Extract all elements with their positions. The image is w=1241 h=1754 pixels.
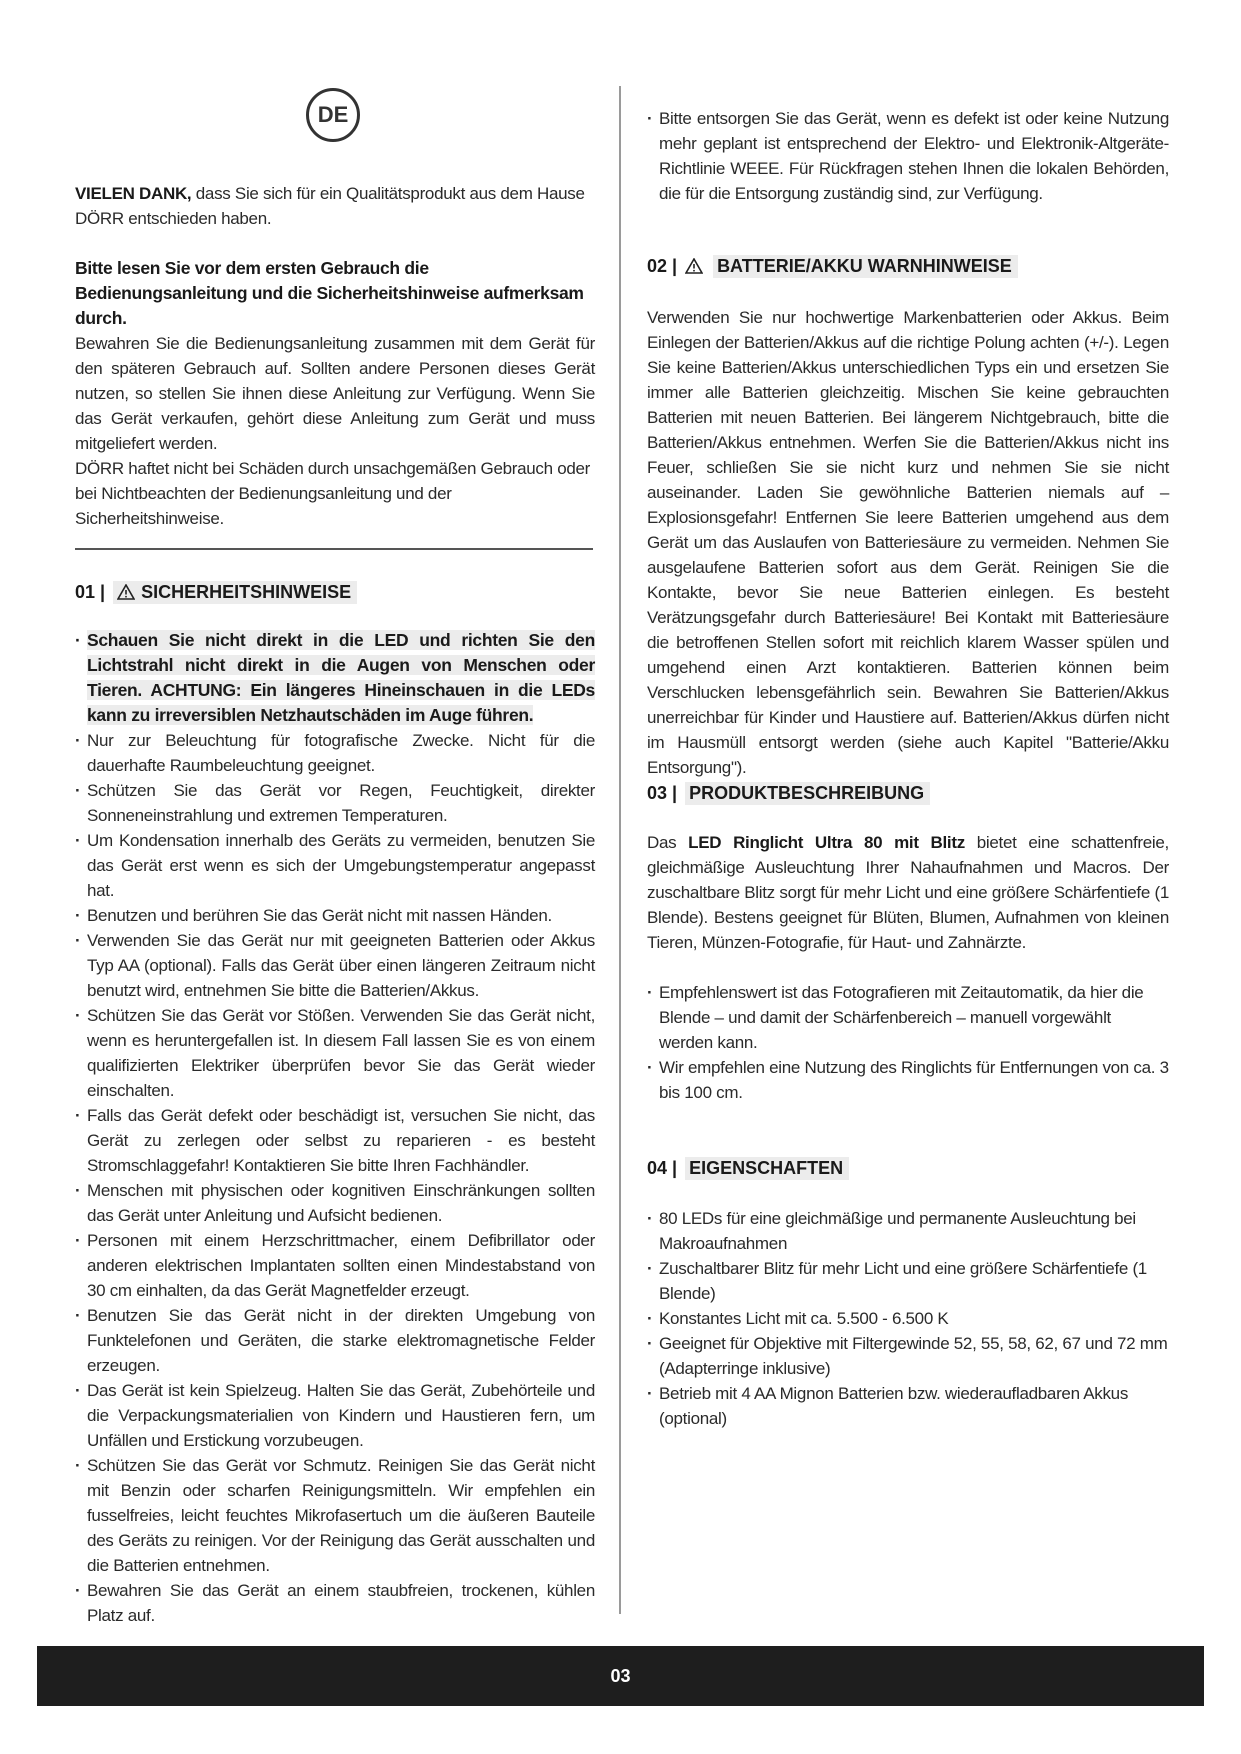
list-item: · Empfehlenswert ist das Fotografieren mit Zeitautomatik, da hier die Blende – und damit der Schärfenbereich – manuell vorgewählt werden kann. [647, 980, 1169, 1055]
section-04-number: 04 | [647, 1158, 678, 1178]
safety-highlight-item [75, 628, 595, 728]
product-name: LED Ringlicht Ultra 80 mit Blitz [688, 833, 965, 852]
keep-manual-paragraph: Bewahren Sie die Bedienungsanleitung zusammen mit dem Gerät für den späteren Gebrauch auf. Sollten andere Personen dieses Gerät nutzen, so stellen Sie ihnen diese Anleitung zur Verfügung. Wenn Sie das Gerät verkaufen, gehört diese Anleitung zum Gerät und muss mitgeliefert werden. [75, 334, 595, 453]
language-badge: DE [306, 88, 360, 142]
warning-icon [685, 258, 703, 274]
list-item: · Wir empfehlen eine Nutzung des Ringlichts für Entfernungen von ca. 3 bis 100 cm. [647, 1055, 1169, 1105]
list-item: · Schützen Sie das Gerät vor Schmutz. Reinigen Sie das Gerät nicht mit Benzin oder scharfen Reinigungsmitteln. Wir empfehlen ein fusselfreies, leicht feuchtes Mikrofasertuch um die äußeren Bauteile des Geräts zu reinigen. Vor der Reinigung das Gerät ausschalten und die Batterien entnehmen. [75, 1453, 595, 1578]
list-item: · Benutzen Sie das Gerät nicht in der direkten Umgebung von Funktelefonen und Geräten, die starke elektromagnetische Felder erzeugen. [75, 1303, 595, 1378]
list-item: · Menschen mit physischen oder kognitiven Einschränkungen sollten das Gerät unter Anleitung und Aufsicht bedienen. [75, 1178, 595, 1228]
list-item: · Zuschaltbarer Blitz für mehr Licht und eine größere Schärfentiefe (1 Blende) [647, 1256, 1169, 1306]
intro-thanks [75, 181, 599, 231]
list-item: · Das Gerät ist kein Spielzeug. Halten Sie das Gerät, Zubehörteile und die Verpackungsmaterialien von Kindern und Haustieren fern, um Unfällen und Erstickung vorzubeugen. [75, 1378, 595, 1453]
liability-paragraph: DÖRR haftet nicht bei Schäden durch unsachgemäßen Gebrauch oder bei Nichtbeachten der Bedienungsanleitung und der Sicherheitshinweise. [75, 459, 591, 528]
section-02-heading [647, 253, 1018, 279]
section-03-number: 03 | [647, 783, 678, 803]
list-item: · Benutzen und berühren Sie das Gerät nicht mit nassen Händen. [75, 903, 595, 928]
column-divider [619, 86, 621, 1614]
safety-highlight-text: Schauen Sie nicht direkt in die LED und richten Sie den Lichtstrahl nicht direkt in die Augen von Menschen oder Tieren. ACHTUNG: Ein längeres Hineinschauen in die LEDs kann zu irreversiblen Netzhautschäden im Auge führen. [87, 630, 595, 725]
section-04-title: EIGENSCHAFTEN [685, 1157, 849, 1180]
list-item: · Bitte entsorgen Sie das Gerät, wenn es defekt ist oder keine Nutzung mehr geplant ist entsprechend der Elektro- und Elektronik-Altgeräte-Richtlinie WEEE. Für Rückfragen stehen Ihnen die lokalen Behörden, die für die Entsorgung zuständig sind, zur Verfügung. [647, 106, 1169, 206]
list-item: · Falls das Gerät defekt oder beschädigt ist, versuchen Sie nicht, das Gerät zu zerlegen oder selbst zu reparieren - es besteht Stromschlaggefahr! Kontaktieren Sie bitte Ihren Fachhändler. [75, 1103, 595, 1178]
list-item: · Bewahren Sie das Gerät an einem staubfreien, trockenen, kühlen Platz auf. [75, 1578, 595, 1628]
list-item: · Betrieb mit 4 AA Mignon Batterien bzw. wiederaufladbaren Akkus (optional) [647, 1381, 1169, 1431]
list-item: · Verwenden Sie das Gerät nur mit geeigneten Batterien oder Akkus Typ AA (optional). Falls das Gerät über einen längeren Zeitraum nicht benutzt wird, entnehmen Sie bitte die Batterien/Akkus. [75, 928, 595, 1003]
section-01-title: SICHERHEITSHINWEISE [141, 582, 352, 602]
battery-warning-paragraph: Verwenden Sie nur hochwertige Markenbatterien oder Akkus. Beim Einlegen der Batterien/Akkus auf die richtige Polung achten (+/-). Legen Sie keine Batterien/Akkus unterschiedlichen Typs ein und ersetzen Sie immer alle Batterien gleichzeitig. Mischen Sie keine gebrauchten Batterien mit neuen Batterien. Bei längerem Nichtgebrauch, bitte die Batterien/Akkus entnehmen. Werfen Sie die Batterien/Akkus nicht ins Feuer, schließen Sie sie nicht kurz und nehmen Sie sie nicht auseinander. Laden Sie gewöhnliche Batterien niemals auf – Explosionsgefahr! Entfernen Sie leere Batterien umgehend aus dem Gerät um das Auslaufen von Batteriesäure zu vermeiden. Nehmen Sie ausgelaufene Batterien sofort aus dem Gerät. Reinigen Sie die Kontakte, bevor Sie neue Batterien einlegen. Es besteht Verätzungsgefahr durch Batteriesäure! Bei Kontakt mit Batteriesäure die betroffenen Stellen sofort mit reichlich klarem Wasser spülen und umgehend einen Arzt kontaktieren. Batterien können beim Verschlucken lebensgefährlich sein. Bewahren Sie Batterien/Akkus unerreichbar für Kinder und Haustiere auf. Batterien/Akkus dürfen nicht im Hausmüll entsorgt werden (siehe auch Kapitel "Batterie/Akku Entsorgung"). [647, 308, 1169, 777]
page-footer [37, 1646, 1204, 1706]
read-notice: Bitte lesen Sie vor dem ersten Gebrauch die Bedienungsanleitung und die Sicherheitshinweise aufmerksam durch. [75, 258, 584, 328]
list-item: · Konstantes Licht mit ca. 5.500 - 6.500 K [647, 1306, 1169, 1331]
warning-icon [117, 584, 135, 600]
page-number: 03 [610, 1665, 631, 1686]
features-list [647, 1206, 1169, 1431]
list-item: · Geeignet für Objektive mit Filtergewinde 52, 55, 58, 62, 67 und 72 mm (Adapterringe inklusive) [647, 1331, 1169, 1381]
intro-thanks-rest: dass Sie sich für ein Qualitätsprodukt aus dem Hause DÖRR entschieden haben. [75, 184, 585, 228]
list-item: · Schützen Sie das Gerät vor Regen, Feuchtigkeit, direkter Sonneneinstrahlung und extremen Temperaturen. [75, 778, 595, 828]
list-item: · Nur zur Beleuchtung für fotografische Zwecke. Nicht für die dauerhafte Raumbeleuchtung geeignet. [75, 728, 595, 778]
section-01-number: 01 | [75, 582, 106, 602]
list-item: · 80 LEDs für eine gleichmäßige und permanente Ausleuchtung bei Makroaufnahmen [647, 1206, 1169, 1256]
product-notes-list [647, 980, 1169, 1105]
list-item: · Um Kondensation innerhalb des Geräts zu vermeiden, benutzen Sie das Gerät erst wenn es sich der Umgebungstemperatur angepasst hat. [75, 828, 595, 903]
product-description [647, 830, 1169, 955]
section-04-heading [647, 1155, 849, 1181]
section-02-title: BATTERIE/AKKU WARNHINWEISE [713, 255, 1018, 278]
list-item: · Schützen Sie das Gerät vor Stößen. Verwenden Sie das Gerät nicht, wenn es heruntergefallen ist. In diesem Fall lassen Sie es von einem qualifizierten Elektriker überprüfen bevor Sie das Gerät wieder einschalten. [75, 1003, 595, 1103]
section-01-heading [75, 579, 357, 605]
product-text-after: bietet eine schattenfreie, gleichmäßige Ausleuchtung Ihrer Nahaufnahmen und Macros. Der zuschaltbare Blitz sorgt für mehr Licht und eine größere Schärfentiefe (1 Blende). Bestens geeignet für Blüten, Blumen, Aufnahmen von kleinen Tieren, Münzen-Fotografie, für Haut- und Zahnärzte. [647, 833, 1169, 952]
product-text-before: Das [647, 833, 689, 852]
disposal-list [647, 106, 1169, 206]
intro-thanks-bold: VIELEN DANK, [75, 184, 192, 203]
section-02-number: 02 | [647, 256, 678, 276]
section-03-title: PRODUKTBESCHREIBUNG [685, 782, 930, 805]
list-item: · Personen mit einem Herzschrittmacher, einem Defibrillator oder anderen elektrischen Implantaten sollten einen Mindestabstand von 30 cm einhalten, da das Gerät Magnetfelder erzeugt. [75, 1228, 595, 1303]
section-03-heading [647, 780, 930, 806]
safety-list [75, 628, 595, 1628]
section-separator [75, 548, 593, 550]
